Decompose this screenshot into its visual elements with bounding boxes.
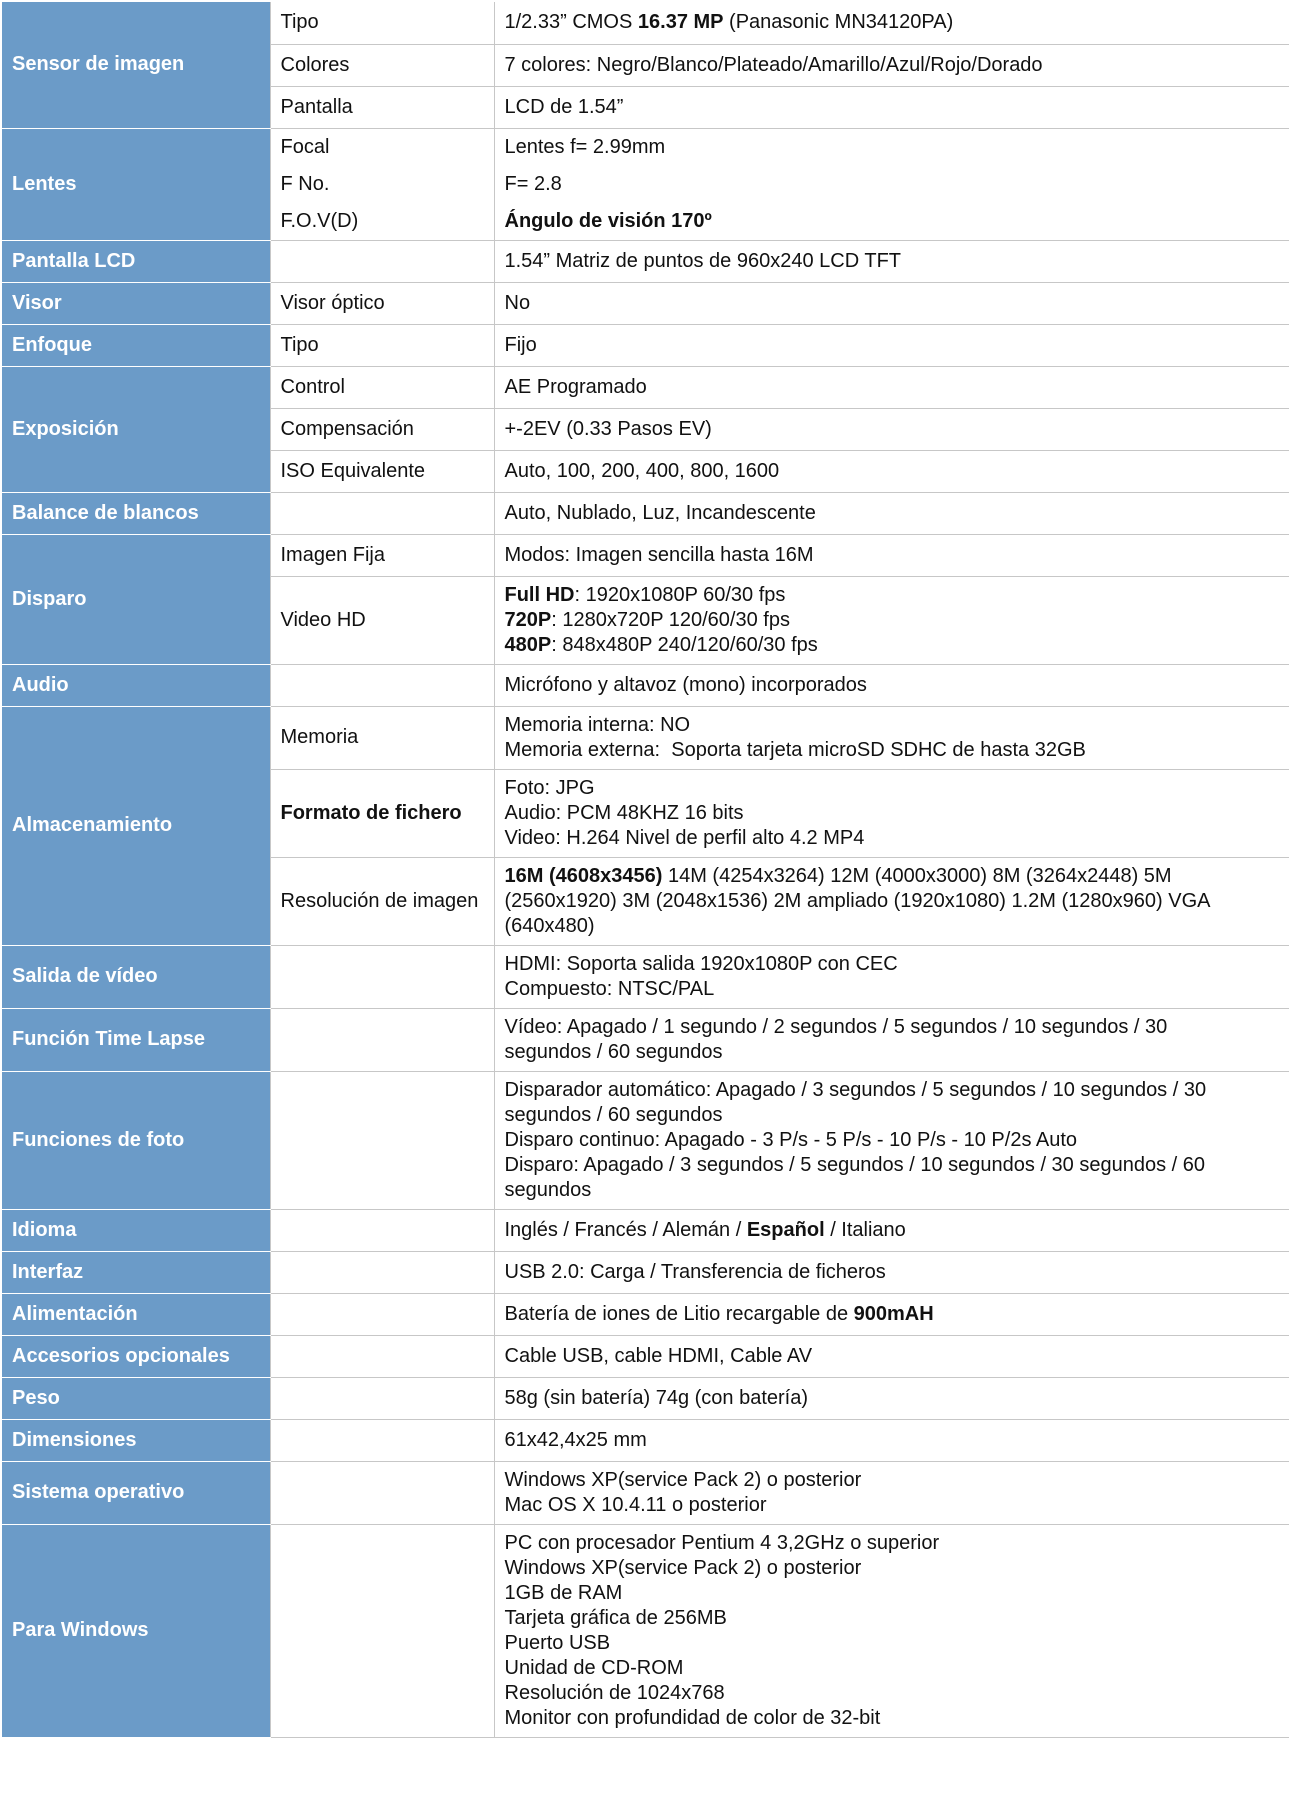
category-cell: Audio — [2, 664, 270, 706]
value-line — [505, 1631, 1280, 1656]
value-text: (Panasonic MN34120PA) — [723, 11, 954, 34]
value-cell — [494, 1293, 1289, 1335]
value-cell — [494, 534, 1289, 576]
subcategory-label: Focal — [280, 135, 330, 158]
value-text: Memoria interna: NO — [504, 713, 691, 736]
value-line — [505, 1681, 1280, 1706]
subcategory-label: ISO Equivalente — [280, 459, 426, 482]
value-line — [505, 1706, 1280, 1731]
value-text: Inglés / Francés / Alemán / — [504, 1218, 747, 1241]
subcategory-cell — [270, 408, 494, 450]
value-line — [505, 459, 1280, 484]
table-row — [2, 492, 1289, 534]
value-cell — [494, 44, 1289, 86]
value-cell — [494, 492, 1289, 534]
category-cell: Disparo — [2, 534, 270, 664]
value-text: 14M (4254x3264) 12M (4000x3000) 8M (3264x2448) 5M — [662, 864, 1172, 887]
value-line — [505, 249, 1280, 274]
subcategory-cell — [270, 2, 494, 44]
value-text: Disparo continuo: Apagado - 3 P/s - 5 P/s - 10 P/s - 10 P/2s Auto — [504, 1128, 1078, 1151]
value-text: Audio: PCM 48KHZ 16 bits — [504, 801, 744, 824]
value-text-bold: 900mAH — [853, 1302, 934, 1325]
value-text-bold: Full HD — [504, 583, 575, 606]
value-cell — [494, 1209, 1289, 1251]
category-cell: Alimentación — [2, 1293, 270, 1335]
subcategory-cell — [270, 203, 494, 241]
category-cell: Lentes — [2, 128, 270, 240]
value-text: Modos: Imagen sencilla hasta 16M — [504, 543, 814, 566]
value-cell — [494, 769, 1289, 857]
value-text: Lentes f= 2.99mm — [504, 135, 666, 158]
value-line — [505, 543, 1280, 568]
category-cell: Exposición — [2, 366, 270, 492]
value-line — [505, 1468, 1280, 1493]
subcategory-cell — [270, 769, 494, 857]
value-text: 58g (sin batería) 74g (con batería) — [504, 1386, 809, 1409]
value-line — [505, 914, 1280, 939]
value-line — [505, 889, 1280, 914]
value-line — [505, 291, 1280, 316]
value-cell — [494, 282, 1289, 324]
value-line — [505, 1015, 1280, 1040]
table-row — [2, 282, 1289, 324]
subcategory-label: Resolución de imagen — [280, 889, 479, 912]
value-text: PC con procesador Pentium 4 3,2GHz o superior — [504, 1531, 940, 1554]
category-cell: Funciones de foto — [2, 1071, 270, 1209]
value-text: Vídeo: Apagado / 1 segundo / 2 segundos / 5 segundos / 10 segundos / 30 — [504, 1015, 1168, 1038]
value-text: 61x42,4x25 mm — [504, 1428, 647, 1451]
value-line — [505, 633, 1280, 658]
subcategory-cell — [270, 857, 494, 945]
table-row — [2, 1461, 1289, 1524]
value-text: segundos / 60 segundos — [504, 1103, 723, 1126]
value-text: 7 colores: Negro/Blanco/Plateado/Amarillo/Azul/Rojo/Dorado — [504, 53, 1043, 76]
value-line — [505, 738, 1280, 763]
category-cell: Visor — [2, 282, 270, 324]
value-line — [505, 1386, 1280, 1411]
value-text: Puerto USB — [504, 1631, 611, 1654]
table-row — [2, 1293, 1289, 1335]
value-cell — [494, 1071, 1289, 1209]
table-row — [2, 1071, 1289, 1209]
value-line — [505, 673, 1280, 698]
value-cell — [494, 576, 1289, 664]
value-text: segundos / 60 segundos — [504, 1040, 723, 1063]
category-cell: Idioma — [2, 1209, 270, 1251]
subcategory-label: Colores — [280, 53, 350, 76]
value-line — [505, 1428, 1280, 1453]
value-text: : 848x480P 240/120/60/30 fps — [551, 633, 818, 656]
subcategory-cell — [270, 1008, 494, 1071]
subcategory-label: F No. — [280, 172, 330, 195]
value-line — [505, 776, 1280, 801]
subcategory-cell — [270, 706, 494, 769]
subcategory-cell — [270, 1377, 494, 1419]
value-cell — [494, 1008, 1289, 1071]
subcategory-label: F.O.V(D) — [280, 209, 359, 232]
category-cell: Balance de blancos — [2, 492, 270, 534]
subcategory-cell — [270, 1293, 494, 1335]
category-cell: Accesorios opcionales — [2, 1335, 270, 1377]
category-cell: Sistema operativo — [2, 1461, 270, 1524]
value-text: F= 2.8 — [504, 172, 562, 195]
value-line — [505, 1302, 1280, 1327]
value-cell — [494, 706, 1289, 769]
table-row — [2, 366, 1289, 408]
value-cell — [494, 664, 1289, 706]
value-text: No — [504, 291, 531, 314]
value-line — [505, 172, 1280, 197]
subcategory-label: Control — [280, 375, 345, 398]
value-text: Monitor con profundidad de color de 32-bit — [504, 1706, 881, 1729]
value-line — [505, 1078, 1280, 1103]
value-cell — [494, 1335, 1289, 1377]
value-text: Micrófono y altavoz (mono) incorporados — [504, 673, 867, 696]
value-text: USB 2.0: Carga / Transferencia de ficheros — [504, 1260, 886, 1283]
value-line — [505, 1493, 1280, 1518]
value-line — [505, 1606, 1280, 1631]
table-row — [2, 1524, 1289, 1737]
value-text: Tarjeta gráfica de 256MB — [504, 1606, 727, 1629]
value-cell — [494, 203, 1289, 241]
spec-table-body — [2, 2, 1289, 1737]
value-text: Windows XP(service Pack 2) o posterior — [504, 1556, 862, 1579]
subcategory-cell — [270, 450, 494, 492]
value-line — [505, 1556, 1280, 1581]
table-row — [2, 1335, 1289, 1377]
subcategory-cell — [270, 240, 494, 282]
value-text-bold: Ángulo de visión 170º — [504, 209, 712, 232]
subcategory-cell — [270, 166, 494, 203]
value-text: 1GB de RAM — [504, 1581, 623, 1604]
value-text: Mac OS X 10.4.11 o posterior — [504, 1493, 767, 1516]
value-text: Memoria externa: Soporta tarjeta microSD SDHC de hasta 32GB — [504, 738, 1086, 761]
value-line — [505, 1178, 1280, 1203]
value-cell — [494, 1524, 1289, 1737]
value-line — [505, 583, 1280, 608]
value-cell — [494, 366, 1289, 408]
value-line — [505, 375, 1280, 400]
value-cell — [494, 408, 1289, 450]
value-line — [505, 1218, 1280, 1243]
category-cell: Pantalla LCD — [2, 240, 270, 282]
value-line — [505, 826, 1280, 851]
value-line — [505, 608, 1280, 633]
category-cell: Almacenamiento — [2, 706, 270, 945]
value-text: AE Programado — [504, 375, 647, 398]
value-text: Video: H.264 Nivel de perfil alto 4.2 MP4 — [504, 826, 865, 849]
value-text: +-2EV (0.33 Pasos EV) — [504, 417, 712, 440]
value-cell — [494, 1461, 1289, 1524]
value-text: LCD de 1.54” — [504, 95, 624, 118]
value-cell — [494, 1377, 1289, 1419]
category-cell: Enfoque — [2, 324, 270, 366]
value-text: Auto, Nublado, Luz, Incandescente — [504, 501, 816, 524]
category-cell: Función Time Lapse — [2, 1008, 270, 1071]
value-line — [505, 1040, 1280, 1065]
table-row — [2, 1008, 1289, 1071]
value-line — [505, 1260, 1280, 1285]
value-text: Resolución de 1024x768 — [504, 1681, 725, 1704]
value-text-bold: 720P — [504, 608, 552, 631]
subcategory-label: Compensación — [280, 417, 414, 440]
subcategory-label: Video HD — [280, 608, 366, 631]
subcategory-cell — [270, 664, 494, 706]
value-cell — [494, 2, 1289, 44]
value-text: / Italiano — [824, 1218, 906, 1241]
value-text: Unidad de CD-ROM — [504, 1656, 684, 1679]
subcategory-cell — [270, 44, 494, 86]
subcategory-cell — [270, 576, 494, 664]
value-line — [505, 1531, 1280, 1556]
category-cell: Dimensiones — [2, 1419, 270, 1461]
subcategory-cell — [270, 86, 494, 128]
value-text: Windows XP(service Pack 2) o posterior — [504, 1468, 862, 1491]
value-text: segundos — [504, 1178, 592, 1201]
value-text-bold: 480P — [504, 633, 552, 656]
subcategory-label: Tipo — [280, 333, 319, 356]
value-line — [505, 1128, 1280, 1153]
spec-table — [2, 2, 1289, 1738]
table-row — [2, 1251, 1289, 1293]
value-line — [505, 1581, 1280, 1606]
category-cell: Interfaz — [2, 1251, 270, 1293]
value-line — [505, 10, 1280, 35]
value-text: (2560x1920) 3M (2048x1536) 2M ampliado (1920x1080) 1.2M (1280x960) VGA — [504, 889, 1211, 912]
category-cell: Para Windows — [2, 1524, 270, 1737]
subcategory-cell — [270, 492, 494, 534]
value-cell — [494, 166, 1289, 203]
value-cell — [494, 945, 1289, 1008]
value-text: Compuesto: NTSC/PAL — [504, 977, 715, 1000]
subcategory-cell — [270, 128, 494, 166]
value-text: Fijo — [504, 333, 537, 356]
value-line — [505, 1344, 1280, 1369]
table-row — [2, 706, 1289, 769]
value-line — [505, 135, 1280, 160]
value-line — [505, 333, 1280, 358]
value-text-bold: Español — [746, 1218, 825, 1241]
table-row — [2, 324, 1289, 366]
value-text: Foto: JPG — [504, 776, 595, 799]
table-row — [2, 534, 1289, 576]
value-line — [505, 95, 1280, 120]
value-cell — [494, 857, 1289, 945]
subcategory-cell — [270, 1461, 494, 1524]
subcategory-label: Memoria — [280, 726, 359, 748]
subcategory-label: Tipo — [280, 11, 319, 34]
table-row — [2, 945, 1289, 1008]
subcategory-cell — [270, 282, 494, 324]
value-line — [505, 1656, 1280, 1681]
value-text: Disparador automático: Apagado / 3 segundos / 5 segundos / 10 segundos / 30 — [504, 1078, 1207, 1101]
value-text: Batería de iones de Litio recargable de — [504, 1302, 854, 1325]
value-text: : 1920x1080P 60/30 fps — [574, 583, 786, 606]
subcategory-cell — [270, 1071, 494, 1209]
value-cell — [494, 450, 1289, 492]
subcategory-cell — [270, 1335, 494, 1377]
value-text: Cable USB, cable HDMI, Cable AV — [504, 1344, 813, 1367]
value-cell — [494, 1251, 1289, 1293]
value-text: : 1280x720P 120/60/30 fps — [551, 608, 790, 631]
value-text: HDMI: Soporta salida 1920x1080P con CEC — [504, 952, 898, 975]
value-line — [505, 952, 1280, 977]
value-line — [505, 53, 1280, 78]
table-row — [2, 1419, 1289, 1461]
value-text: 1.54” Matriz de puntos de 960x240 LCD TFT — [504, 249, 902, 272]
subcategory-label: Imagen Fija — [280, 543, 385, 566]
value-line — [505, 209, 1280, 234]
subcategory-label: Visor óptico — [280, 291, 385, 314]
value-line — [505, 801, 1280, 826]
category-cell: Sensor de imagen — [2, 2, 270, 128]
value-line — [505, 1103, 1280, 1128]
subcategory-label: Pantalla — [280, 95, 353, 118]
value-cell — [494, 128, 1289, 166]
value-cell — [494, 324, 1289, 366]
subcategory-cell — [270, 1251, 494, 1293]
value-text-bold: 16.37 MP — [637, 11, 724, 34]
category-cell: Salida de vídeo — [2, 945, 270, 1008]
value-text: Auto, 100, 200, 400, 800, 1600 — [504, 459, 780, 482]
value-cell — [494, 86, 1289, 128]
subcategory-cell — [270, 945, 494, 1008]
table-row — [2, 240, 1289, 282]
subcategory-cell — [270, 1419, 494, 1461]
subcategory-cell — [270, 366, 494, 408]
value-text: 1/2.33” CMOS — [504, 11, 638, 34]
table-row — [2, 1209, 1289, 1251]
table-row — [2, 664, 1289, 706]
value-cell — [494, 240, 1289, 282]
value-line — [505, 1153, 1280, 1178]
value-line — [505, 864, 1280, 889]
value-text-bold: 16M (4608x3456) — [504, 864, 663, 887]
value-cell — [494, 1419, 1289, 1461]
subcategory-cell — [270, 534, 494, 576]
value-line — [505, 501, 1280, 526]
subcategory-label: Formato de fichero — [280, 801, 462, 824]
category-cell: Peso — [2, 1377, 270, 1419]
subcategory-cell — [270, 1524, 494, 1737]
value-line — [505, 713, 1280, 738]
subcategory-cell — [270, 324, 494, 366]
table-row — [2, 1377, 1289, 1419]
table-row — [2, 128, 1289, 166]
value-line — [505, 417, 1280, 442]
value-text: (640x480) — [504, 914, 595, 937]
table-row — [2, 2, 1289, 44]
value-line — [505, 977, 1280, 1002]
value-text: Disparo: Apagado / 3 segundos / 5 segundos / 10 segundos / 30 segundos / 60 — [504, 1153, 1206, 1176]
subcategory-cell — [270, 1209, 494, 1251]
